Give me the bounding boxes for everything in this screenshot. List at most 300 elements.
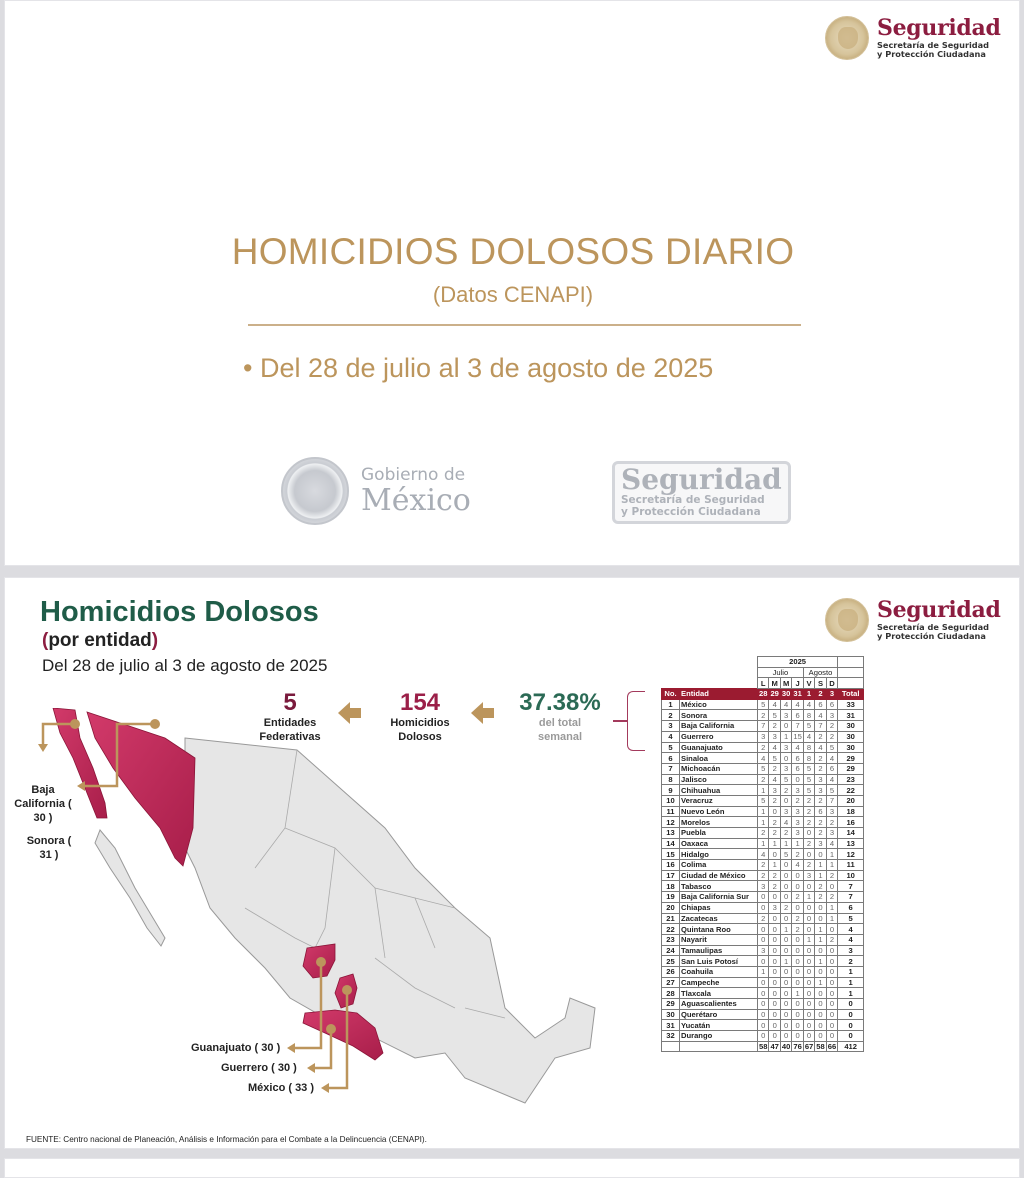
row-value: 2 [769,721,780,732]
row-value: 3 [769,785,780,796]
row-value: 1 [758,838,769,849]
row-value: 0 [780,1020,791,1031]
row-value: 0 [758,1009,769,1020]
seguridad-logo [825,16,1001,60]
row-value: 0 [758,988,769,999]
row-value: 1 [803,934,814,945]
blank-cell [680,678,758,689]
row-value: 0 [769,945,780,956]
table-row [662,902,864,913]
row-value: 0 [815,849,826,860]
row-number: 32 [662,1031,680,1042]
total-day: 58 [816,1042,825,1052]
row-value: 0 [758,934,769,945]
row-total: 30 [838,721,864,732]
row-number: 28 [662,988,680,999]
row-value: 3 [826,806,837,817]
row-value: 1 [826,902,837,913]
row-number: 22 [662,924,680,935]
row-value: 0 [792,870,803,881]
row-value: 0 [815,1031,826,1042]
row-value: 1 [769,838,780,849]
row-value: 0 [803,1031,814,1042]
row-entidad: Jalisco [680,774,758,785]
row-value: 0 [826,924,837,935]
national-seal-icon [825,16,869,60]
row-number: 4 [662,731,680,742]
weekday-cell: L [758,678,769,689]
row-value: 3 [792,785,803,796]
table-row [662,838,864,849]
row-entidad: Baja California [680,721,758,732]
row-value: 0 [792,934,803,945]
row-value: 2 [758,870,769,881]
row-entidad: Yucatán [680,1020,758,1031]
table-row [662,870,864,881]
row-number: 25 [662,956,680,967]
row-value: 5 [769,710,780,721]
row-entidad: Veracruz [680,795,758,806]
row-value: 0 [803,1020,814,1031]
stat-value: 154 [399,689,441,716]
row-entidad: Guanajuato [680,742,758,753]
gobierno-logo-line2: México [361,482,471,518]
slide-date-range: Del 28 de julio al 3 de agosto de 2025 [42,656,328,675]
row-value: 0 [803,881,814,892]
row-entidad: Michoacán [680,763,758,774]
stat-value: 37.38% [519,689,601,716]
homicidios-table [661,656,864,1052]
row-value: 0 [792,956,803,967]
table-row [662,999,864,1010]
header-day: 2 [815,689,826,700]
row-number: 19 [662,892,680,903]
seguridad-gray-logo [612,461,791,524]
row-total: 1 [838,966,864,977]
row-value: 6 [792,710,803,721]
row-value: 4 [803,731,814,742]
stat-label: Homicidios [390,717,450,729]
table-row [662,977,864,988]
row-total: 5 [838,913,864,924]
row-value: 0 [780,892,791,903]
row-value: 0 [826,999,837,1010]
stat-label: Federativas [259,731,321,743]
row-value: 1 [780,731,791,742]
row-value: 3 [758,945,769,956]
row-value: 2 [803,838,814,849]
row-value: 6 [792,753,803,764]
row-entidad: Hidalgo [680,849,758,860]
row-total: 2 [838,956,864,967]
row-value: 0 [780,913,791,924]
row-total: 30 [838,742,864,753]
row-value: 0 [803,902,814,913]
table-row [662,785,864,796]
row-entidad: Campeche [680,977,758,988]
weekday-cell: S [815,678,826,689]
table-row [662,753,864,764]
row-value: 0 [803,1009,814,1020]
row-entidad: Chihuahua [680,785,758,796]
row-number: 18 [662,881,680,892]
row-number: 10 [662,795,680,806]
row-number: 21 [662,913,680,924]
row-value: 15 [793,732,802,742]
table-row [662,710,864,721]
row-value: 3 [769,731,780,742]
row-total: 29 [838,763,864,774]
row-total: 0 [838,1009,864,1020]
row-value: 4 [758,753,769,764]
row-value: 3 [826,710,837,721]
row-value: 0 [826,988,837,999]
row-value: 0 [758,1031,769,1042]
gobierno-de-mexico-logo [281,457,471,525]
table-row [662,881,864,892]
row-value: 7 [815,721,826,732]
table-totals-row [662,1041,864,1052]
weekday-cell: J [792,678,803,689]
row-number: 17 [662,870,680,881]
row-value: 2 [815,817,826,828]
row-value: 2 [758,913,769,924]
row-value: 0 [769,999,780,1010]
row-value: 0 [803,913,814,924]
row-value: 1 [815,956,826,967]
source-footnote: FUENTE: Centro nacional de Planeación, Análisis e Información para el Combate a la Delincuencia (CENAPI). [26,1135,427,1144]
stat-label: semanal [537,731,583,743]
row-value: 3 [758,881,769,892]
row-value: 2 [792,849,803,860]
table-year-row [662,657,864,668]
row-value: 7 [758,721,769,732]
table-month-row [662,667,864,678]
row-total: 7 [838,881,864,892]
row-value: 4 [792,742,803,753]
row-value: 7 [826,795,837,806]
row-value: 0 [826,977,837,988]
logo-subtitle-1: Secretaría de Seguridad [877,622,990,632]
row-value: 2 [792,795,803,806]
row-value: 0 [803,977,814,988]
row-value: 0 [769,966,780,977]
row-total: 7 [838,892,864,903]
row-value: 4 [780,699,791,710]
entidad-slide [4,577,1020,1149]
row-value: 5 [803,721,814,732]
row-value: 0 [780,795,791,806]
blank-cell [662,657,680,668]
row-value: 5 [780,774,791,785]
row-value: 3 [792,806,803,817]
row-total: 14 [838,828,864,839]
callout-guerrero: Guerrero ( 30 ) [221,1062,297,1074]
row-value: 1 [815,870,826,881]
row-value: 1 [826,849,837,860]
row-value: 0 [803,999,814,1010]
seguridad-gray-title: Seguridad [621,463,782,496]
row-entidad: Sinaloa [680,753,758,764]
row-value: 0 [780,988,791,999]
row-value: 3 [803,870,814,881]
row-value: 0 [792,902,803,913]
row-value: 6 [826,763,837,774]
table-row [662,1031,864,1042]
row-value: 1 [780,924,791,935]
row-value: 0 [780,870,791,881]
row-value: 2 [815,753,826,764]
row-total: 20 [838,795,864,806]
row-total: 4 [838,934,864,945]
row-value: 1 [780,838,791,849]
row-value: 2 [769,881,780,892]
row-value: 0 [803,945,814,956]
logo-subtitle-2: y Protección Ciudadana [877,631,986,641]
row-total: 10 [838,870,864,881]
callout-guanajuato: Guanajuato ( 30 ) [191,1042,281,1054]
row-value: 2 [769,870,780,881]
total-day: 47 [770,1042,779,1052]
blank-cell [662,1041,680,1052]
row-number: 26 [662,966,680,977]
national-seal-icon [281,457,349,525]
next-slide-edge [4,1158,1020,1178]
table-weekday-row [662,678,864,689]
cover-date-range: • Del 28 de julio al 3 de agosto de 2025 [243,353,714,383]
callout-sonora: Sonora ( 31 ) [26,835,72,861]
row-number: 1 [662,699,680,710]
row-value: 2 [780,902,791,913]
row-value: 1 [792,838,803,849]
row-value: 1 [826,913,837,924]
row-value: 0 [769,977,780,988]
row-value: 1 [815,934,826,945]
stat-label: Dolosos [398,731,442,743]
row-entidad: México [680,699,758,710]
row-value: 2 [758,774,769,785]
blank-cell [662,667,680,678]
row-total: 22 [838,785,864,796]
row-value: 4 [769,699,780,710]
seguridad-logo [825,598,1001,642]
row-value: 6 [826,699,837,710]
table-row [662,742,864,753]
paren-close: ) [151,630,159,651]
row-total: 0 [838,1031,864,1042]
logo-subtitle-2: y Protección Ciudadana [877,49,986,59]
row-value: 2 [769,828,780,839]
brace-icon [627,691,645,751]
row-value: 0 [815,945,826,956]
row-entidad: Morelos [680,817,758,828]
row-number: 15 [662,849,680,860]
table-row [662,956,864,967]
row-value: 3 [826,828,837,839]
row-total: 18 [838,806,864,817]
row-entidad: Guerrero [680,731,758,742]
row-value: 0 [826,966,837,977]
row-value: 5 [758,795,769,806]
row-number: 7 [662,763,680,774]
row-value: 0 [769,924,780,935]
row-entidad: Coahuila [680,966,758,977]
row-value: 4 [792,860,803,871]
row-value: 2 [826,892,837,903]
table-row [662,913,864,924]
row-value: 3 [769,902,780,913]
row-value: 0 [815,902,826,913]
row-value: 0 [769,988,780,999]
total-day: 40 [781,1042,791,1052]
subtitle-text: por entidad [48,630,152,651]
row-value: 0 [803,988,814,999]
row-entidad: Tamaulipas [680,945,758,956]
row-number: 23 [662,934,680,945]
row-value: 2 [803,795,814,806]
row-number: 30 [662,1009,680,1020]
row-number: 31 [662,1020,680,1031]
header-day: 28 [759,689,768,699]
blank-cell [838,657,864,668]
row-value: 0 [826,1020,837,1031]
row-value: 0 [815,999,826,1010]
row-value: 1 [758,785,769,796]
row-value: 2 [769,795,780,806]
row-value: 6 [815,699,826,710]
row-value: 2 [826,934,837,945]
row-number: 11 [662,806,680,817]
row-value: 3 [780,806,791,817]
row-value: 3 [758,731,769,742]
row-value: 0 [780,721,791,732]
row-value: 4 [803,699,814,710]
callout-mexico: México ( 33 ) [248,1082,315,1094]
table-header-row [662,689,864,700]
row-total: 4 [838,924,864,935]
weekday-cell: M [780,678,791,689]
table-row [662,774,864,785]
blank-cell [680,657,758,668]
row-value: 3 [780,763,791,774]
row-value: 0 [803,956,814,967]
row-value: 2 [815,763,826,774]
header-day: 29 [770,689,779,699]
row-value: 5 [758,699,769,710]
row-value: 0 [769,1031,780,1042]
row-entidad: Colima [680,860,758,871]
total-day: 67 [804,1042,814,1052]
row-value: 0 [758,902,769,913]
table-row [662,945,864,956]
row-value: 5 [769,753,780,764]
row-value: 1 [758,966,769,977]
row-value: 4 [758,849,769,860]
total-day: 66 [827,1042,837,1052]
row-value: 6 [792,763,803,774]
table-row [662,966,864,977]
row-value: 8 [803,753,814,764]
row-value: 2 [803,817,814,828]
row-value: 4 [826,753,837,764]
row-value: 4 [826,838,837,849]
month-julio: Julio [758,667,804,678]
table-row [662,860,864,871]
row-number: 9 [662,785,680,796]
row-value: 3 [780,710,791,721]
table-row [662,721,864,732]
table-row [662,924,864,935]
row-value: 0 [758,977,769,988]
map-baja-california-sur [95,830,165,946]
callout-baja-california: Baja California ( 30 ) [14,784,72,824]
row-total: 33 [838,699,864,710]
row-value: 2 [815,828,826,839]
row-value: 4 [769,742,780,753]
total-day: 58 [759,1042,768,1052]
row-value: 0 [780,1031,791,1042]
header-day: 1 [803,689,814,700]
blank-cell [662,678,680,689]
header-no: No. [662,689,680,700]
row-value: 0 [769,1009,780,1020]
row-number: 5 [662,742,680,753]
row-value: 5 [826,785,837,796]
stat-label: Entidades [263,717,317,729]
row-value: 2 [792,924,803,935]
row-entidad: Baja California Sur [680,892,758,903]
header-day: 3 [826,689,837,700]
table-row [662,699,864,710]
cover-slide [4,0,1020,566]
header-entidad: Entidad [680,689,758,700]
row-total: 0 [838,999,864,1010]
weekday-cell: D [826,678,837,689]
month-agosto: Agosto [803,667,837,678]
row-number: 3 [662,721,680,732]
row-value: 8 [803,710,814,721]
divider [248,324,801,326]
row-value: 0 [758,956,769,967]
row-total: 23 [838,774,864,785]
row-value: 5 [803,763,814,774]
table-row [662,1009,864,1020]
row-value: 4 [826,774,837,785]
row-entidad: Ciudad de México [680,870,758,881]
row-value: 2 [758,710,769,721]
row-entidad: Sonora [680,710,758,721]
row-total: 0 [838,1020,864,1031]
row-total: 1 [838,977,864,988]
blank-cell [838,678,864,689]
row-value: 0 [758,924,769,935]
row-value: 0 [815,913,826,924]
slide-title: Homicidios Dolosos [40,596,319,628]
row-value: 5 [826,742,837,753]
row-value: 2 [826,817,837,828]
row-value: 0 [769,1020,780,1031]
row-number: 13 [662,828,680,839]
row-value: 2 [792,892,803,903]
logo-title: Seguridad [877,15,1001,41]
row-entidad: Durango [680,1031,758,1042]
row-entidad: Nayarit [680,934,758,945]
weekday-cell: M [769,678,780,689]
row-number: 6 [662,753,680,764]
row-value: 0 [780,934,791,945]
table-row [662,892,864,903]
row-value: 1 [803,892,814,903]
